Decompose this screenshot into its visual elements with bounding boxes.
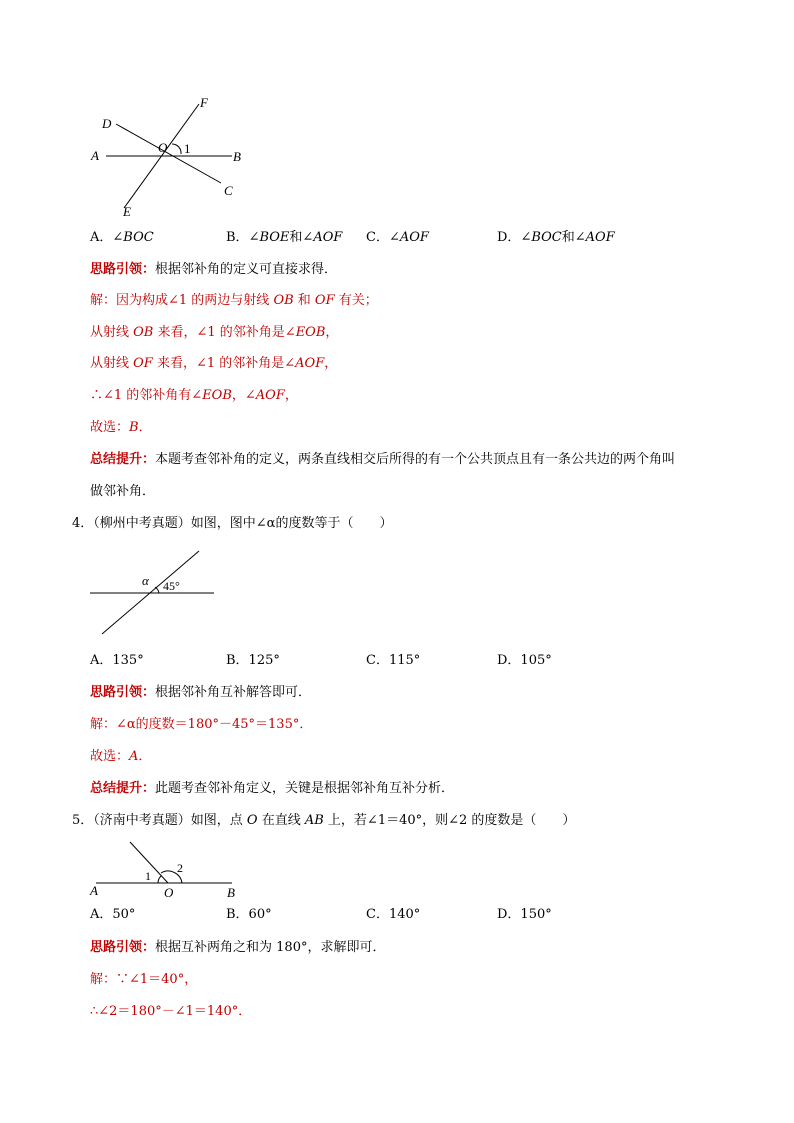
label-F: F xyxy=(200,95,208,110)
label-E: E xyxy=(123,204,131,219)
q5-option-c[interactable]: C．140° xyxy=(366,907,421,922)
title-text: 在直线 xyxy=(257,813,305,828)
option-text: ∠AOF xyxy=(388,230,429,245)
label-1: 1 xyxy=(184,141,191,156)
label-A: A xyxy=(91,148,99,163)
solution-text: ， xyxy=(324,356,338,371)
summary-label: 总结提升： xyxy=(90,781,156,796)
angle-eob: ∠EOB xyxy=(284,325,326,340)
q5-solution-line-2: ∴∠2＝180°－∠1＝140°． xyxy=(90,1004,252,1019)
solution-text: 有关； xyxy=(334,293,378,308)
angle-1-arc xyxy=(158,876,161,883)
angle-eob: ∠EOB xyxy=(191,388,232,403)
ray-ob: OB xyxy=(273,293,294,308)
hint-label: 思路引领： xyxy=(90,940,156,955)
option-text: ∠AOF xyxy=(574,230,615,245)
solution-text: 故选： xyxy=(90,749,130,764)
summary-text: 本题考查邻补角的定义，两条直线相交后所得的有一个公共顶点且有一条公共边的两个角叫 xyxy=(155,452,676,467)
label-A: A xyxy=(90,883,98,898)
label-B: B xyxy=(227,885,235,900)
line-ab: AB xyxy=(304,813,324,828)
q4-solution-line-1: 解：∠α的度数＝180°－45°＝135°． xyxy=(90,717,313,732)
label-2: 2 xyxy=(177,861,183,875)
hint-text: 根据互补两角之和为 180°，求解即可． xyxy=(155,940,386,955)
point-o: O xyxy=(246,813,258,828)
label-alpha: α xyxy=(142,573,149,588)
option-text: ∠BOC xyxy=(520,230,562,245)
label-1: 1 xyxy=(145,869,151,883)
solution-text: 从射线 xyxy=(90,325,134,340)
q4-option-b[interactable]: B．125° xyxy=(226,653,280,668)
answer: B xyxy=(129,420,139,435)
summary-text: 此题考查邻补角定义，关键是根据邻补角互补分析． xyxy=(155,781,455,796)
ray-of: OF xyxy=(314,293,335,308)
option-and: 和 xyxy=(561,230,575,245)
q5-solution-line-1: 解：∵∠1＝40°， xyxy=(90,972,198,987)
hint-label: 思路引领： xyxy=(90,262,156,277)
option-letter: A． xyxy=(90,230,113,245)
title-text: 5．（济南中考真题）如图，点 xyxy=(72,813,247,828)
solution-text: 解：因为构成∠1 的两边与射线 xyxy=(90,293,274,308)
solution-text: ， xyxy=(284,388,298,403)
angle-aof: ∠AOF xyxy=(244,388,285,403)
ray-of: OF xyxy=(133,356,153,371)
solution-text: ． xyxy=(138,420,152,435)
solution-text: ， xyxy=(231,388,245,403)
q5-option-b[interactable]: B．60° xyxy=(226,907,272,922)
q5-option-a[interactable]: A．50° xyxy=(90,907,136,922)
solution-text: 从射线 xyxy=(90,356,134,371)
label-O: O xyxy=(164,885,174,900)
solution-text: 来看，∠1 的邻补角是 xyxy=(153,325,285,340)
label-45-degrees: 45° xyxy=(163,579,180,593)
ray-ob: OB xyxy=(133,325,154,340)
title-text: 上，若∠1＝40°，则∠2 的度数是（ ） xyxy=(323,813,576,828)
option-and: 和 xyxy=(289,230,303,245)
label-C: C xyxy=(224,183,233,198)
answer: A xyxy=(129,749,139,764)
solution-text: ． xyxy=(138,749,152,764)
summary-label: 总结提升： xyxy=(90,452,156,467)
label-B: B xyxy=(233,149,241,164)
solution-text: ∴∠1 的邻补角有 xyxy=(90,388,192,403)
label-O: O xyxy=(158,140,168,155)
q4-title: 4．（柳州中考真题）如图，图中∠α的度数等于（ ） xyxy=(72,516,393,531)
solution-text: 来看，∠1 的邻补角是 xyxy=(152,356,285,371)
hint-label: 思路引领： xyxy=(90,685,156,700)
option-text: ∠BOE xyxy=(248,230,290,245)
q4-option-c[interactable]: C．115° xyxy=(366,653,421,668)
option-letter: C． xyxy=(366,230,389,245)
option-letter: D． xyxy=(497,230,521,245)
option-text: ∠BOC xyxy=(112,230,154,245)
q5-hint xyxy=(90,939,385,957)
solution-text: ， xyxy=(325,325,339,340)
q4-option-a[interactable]: A．135° xyxy=(90,653,144,668)
solution-text: 故选： xyxy=(90,420,130,435)
angle-aof: ∠AOF xyxy=(284,356,325,371)
option-text: ∠AOF xyxy=(302,230,343,245)
option-letter: B． xyxy=(226,230,249,245)
label-D: D xyxy=(102,116,112,131)
hint-text: 根据邻补角互补解答即可． xyxy=(155,685,312,700)
q3-summary-line-2: 做邻补角． xyxy=(90,484,156,499)
solution-text: 和 xyxy=(293,293,315,308)
q4-option-d[interactable]: D．105° xyxy=(497,653,552,668)
q5-option-d[interactable]: D．150° xyxy=(497,907,552,922)
hint-text: 根据邻补角的定义可直接求得． xyxy=(155,262,338,277)
